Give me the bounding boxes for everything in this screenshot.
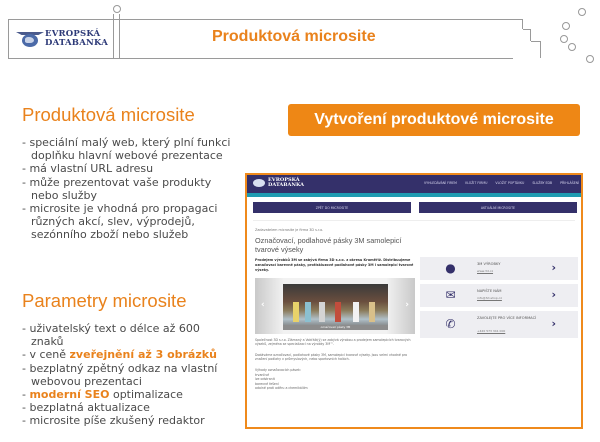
preview-back-button[interactable]: ZPĚT DO MICROSITE: [253, 202, 411, 213]
decor-step: [523, 29, 531, 41]
decor-circle-icon: [562, 22, 570, 30]
decor-circle-icon: [578, 8, 586, 16]
section-title-parameters: Parametry microsite: [22, 290, 187, 311]
list-item: - microsite píše zkušený redaktor: [22, 414, 205, 428]
preview-paragraph: Výhody označovacích pásek:: [255, 368, 301, 372]
gallery-caption: označovací pásky 3M: [283, 325, 388, 330]
chevron-right-icon[interactable]: ›: [405, 300, 409, 310]
decor-circle-icon: [568, 43, 576, 51]
envelope-icon: ✉: [445, 288, 456, 302]
preview-menu-item[interactable]: PŘIHLÁŠENÍ: [560, 181, 579, 185]
microsite-preview-screenshot: [245, 173, 583, 429]
create-microsite-button[interactable]: Vytvoření produktové microsite: [288, 104, 580, 136]
list-item: - může prezentovat vaše produkty nebo služby: [22, 175, 212, 202]
section-title-microsite: Produktová microsite: [22, 104, 195, 125]
parameters-list: [22, 322, 232, 428]
header-border-bottom: [8, 58, 513, 59]
preview-logo: EVROPSKÁ DATABANKA: [253, 178, 304, 188]
list-item: - uživatelský text o délce až 600 znaků: [22, 322, 200, 349]
decor-circle-icon: [113, 5, 121, 13]
header-separator: [113, 14, 120, 59]
globe-icon: [253, 179, 265, 187]
list-item: - moderní SEO optimalizace: [22, 388, 183, 402]
chevron-right-icon: ›: [551, 317, 556, 330]
decor-circle-icon: [586, 55, 594, 63]
preview-paragraph: Společnost 3D s.r.o. Zlámaný a Vokřálk(ý) se zabývá výrobou a prodejem samolepicích tvarových výseků, zejména se specializací na výrobky 3M™.: [255, 338, 411, 347]
globe-wings-icon: [16, 29, 41, 49]
highlight-text: moderní SEO: [29, 388, 110, 402]
decor-circle-icon: [560, 35, 568, 43]
preview-card-products[interactable]: ● 3M VÝROBKY www.3d.cz ›: [420, 257, 578, 280]
chevron-right-icon: ›: [551, 288, 556, 301]
list-item: - microsite je vhodná pro propagaci různých akcí, slev, výprodejů, sezónního zboží nebo služeb: [22, 202, 218, 242]
preview-menu: [424, 181, 579, 185]
preview-heading: Označovací, podlahové pásky 3M samolepicí tvarové výseky: [255, 236, 402, 254]
decor-step: [513, 19, 523, 29]
list-item: - má vlastní URL adresu: [22, 162, 154, 176]
list-item: - bezplatná aktualizace: [22, 401, 150, 415]
chevron-right-icon: ›: [551, 261, 556, 274]
preview-breadcrumb: Zadavatelem microsite je firma 3D s.r.o.: [255, 228, 324, 232]
decor-step: [531, 41, 541, 58]
phone-icon: ✆: [445, 317, 456, 331]
preview-accent-bar: [247, 193, 581, 197]
preview-gallery: [255, 278, 415, 334]
preview-menu-item[interactable]: VLOŽIT FIRMU: [464, 181, 488, 185]
list-item: - bezplatný zpětný odkaz na vlastní webovou prezentaci: [22, 361, 218, 388]
highlight-text: zveřejnění až 3 obrázků: [69, 348, 217, 362]
page-title: Produktová microsite: [212, 28, 376, 45]
logo-text: EVROPSKÁ DATABANKA: [45, 29, 108, 48]
preview-lead: Prodejem výrobků 3M se zabývá firma 3D s.r.o. z okresu Kroměříž. Distribuujeme označovací barevné pásky, protiskluzové podlahové pásky 3M i samolepicí tvarové výseky.: [255, 258, 414, 272]
preview-card-email[interactable]: ✉ NAPIŠTE NÁM info@3d-shop.cz ›: [420, 284, 578, 307]
globe-icon: ●: [445, 261, 456, 275]
gallery-image: [283, 284, 388, 328]
preview-paragraph: Dodáváme označovací, podlahové pásky 3M, samolepicí tvarové výseky. Jsou velmi vhodné pro značení podlahy v průmyslových, nebo sportovních halách.: [255, 353, 408, 362]
header-border-top: [8, 19, 513, 20]
preview-navbar: [247, 175, 581, 193]
preview-divider: [253, 220, 575, 221]
header-border-left: [8, 19, 9, 59]
list-item: - v ceně zveřejnění až 3 obrázků: [22, 348, 217, 362]
chevron-left-icon[interactable]: ‹: [261, 300, 265, 310]
microsite-feature-list: [22, 136, 234, 242]
preview-menu-item[interactable]: SLUŽBY EDB: [532, 181, 553, 185]
evropska-databanka-logo: [16, 25, 108, 53]
preview-current-button[interactable]: AKTUÁLNÍ MICROSITE: [419, 202, 577, 213]
preview-menu-item[interactable]: VLOŽIT POPTÁVKU: [495, 181, 525, 185]
preview-card-phone[interactable]: ✆ ZAVOLEJTE PRO VÍCE INFORMACÍ +420 573 341 000 ›: [420, 311, 578, 338]
list-item: - speciální malý web, který plní funkci doplňku hlavní webové prezentace: [22, 136, 231, 163]
preview-benefits-list: trvanlivé lze odstranit barevné řešení odolné proti oděru a chemikáliím: [255, 373, 308, 391]
preview-menu-item[interactable]: VYHLEDÁVÁNÍ FIREM: [423, 181, 457, 185]
